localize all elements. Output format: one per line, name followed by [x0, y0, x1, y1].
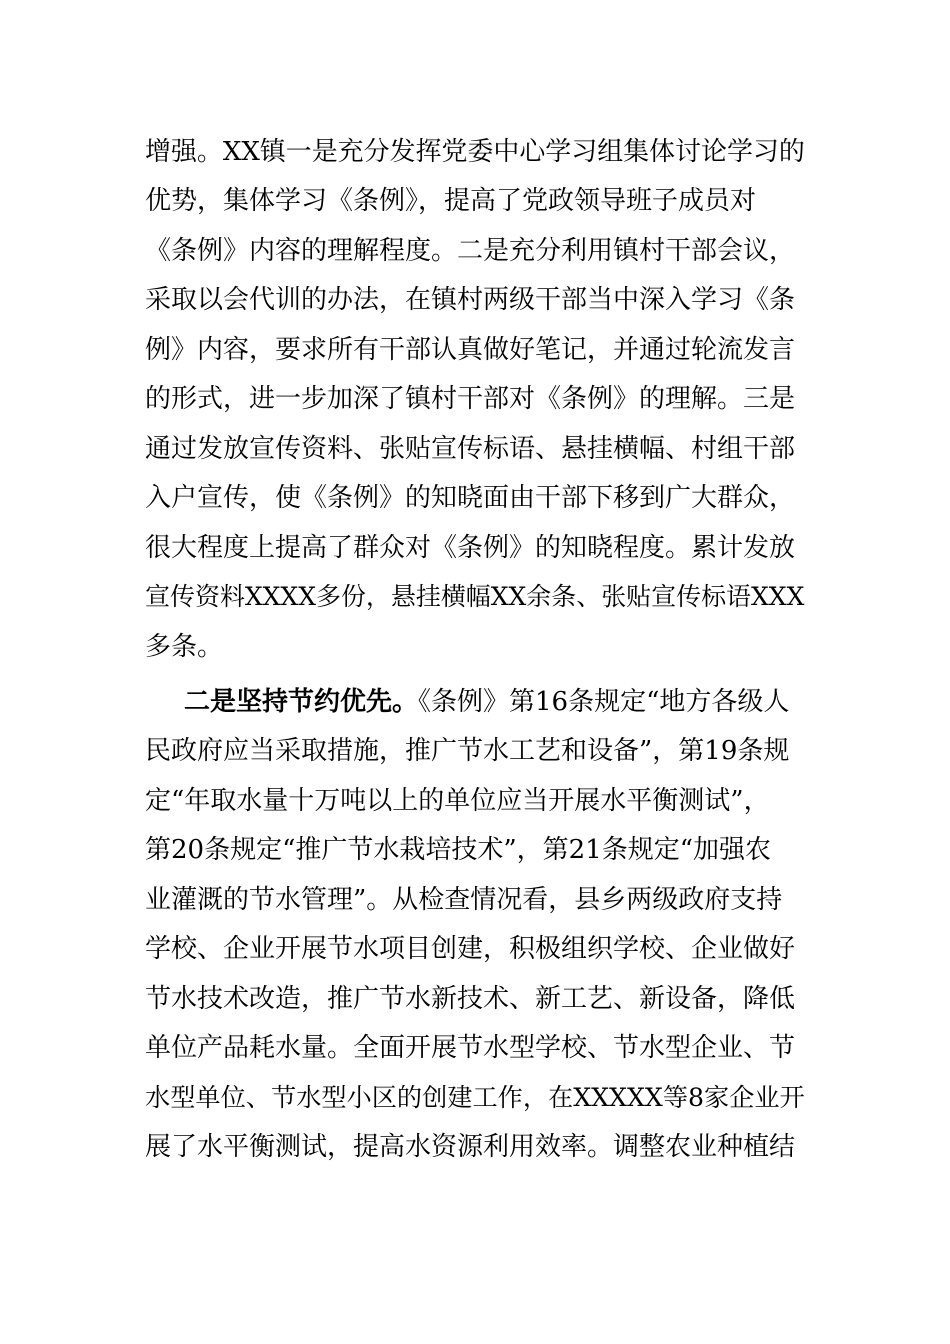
paragraph-1-line-8: 入户宣传，使《条例》的知晓面由干部下移到广大群众， [145, 483, 796, 513]
paragraph-2-line-6: 学校、企业开展节水项目创建，积极组织学校、企业做好 [145, 934, 796, 964]
paragraph-2-line-1-rest: 《条例》第16条规定“地方各级人 [418, 687, 790, 717]
paragraph-1-line-9: 很大程度上提高了群众对《条例》的知晓程度。累计发放 [145, 533, 796, 563]
paragraph-2-line-10: 展了水平衡测试，提高水资源利用效率。调整农业种植结 [145, 1132, 796, 1162]
paragraph-1-line-1: 增强。XX镇一是充分发挥党委中心学习组集体讨论学习的 [145, 137, 805, 167]
paragraph-1-line-11: 多条。 [145, 632, 224, 662]
paragraph-1-line-7: 通过发放宣传资料、张贴宣传标语、悬挂横幅、村组干部 [145, 434, 796, 464]
paragraph-2-line-2: 民政府应当采取措施，推广节水工艺和设备”，第19条规 [145, 736, 790, 766]
paragraph-2-line-8: 单位产品耗水量。全面开展节水型学校、节水型企业、节 [145, 1033, 796, 1063]
paragraph-1-line-10: 宣传资料XXXX多份，悬挂横幅XX余条、张贴宣传标语XXX [145, 582, 805, 611]
paragraph-1-line-4: 采取以会代训的办法，在镇村两级干部当中深入学习《条 [145, 285, 796, 315]
paragraph-1-line-6: 的形式，进一步加深了镇村干部对《条例》的理解。三是 [145, 384, 796, 414]
paragraph-2-line-5: 业灌溉的节水管理”。从检查情况看，县乡两级政府支持 [145, 885, 783, 915]
paragraph-2-line-9: 水型单位、节水型小区的创建工作，在XXXXX等8家企业开 [145, 1083, 805, 1112]
paragraph-1-line-5: 例》内容，要求所有干部认真做好笔记，并通过轮流发言 [145, 335, 796, 365]
paragraph-2-line-3: 定“年取水量十万吨以上的单位应当开展水平衡测试”， [145, 786, 770, 816]
paragraph-2-line-1 [184, 685, 789, 719]
paragraph-2-lead: 二是坚持节约优先。 [184, 687, 419, 717]
paragraph-1-line-2: 优势，集体学习《条例》，提高了党政领导班子成员对 [145, 186, 757, 216]
paragraph-1-line-3: 《条例》内容的理解程度。二是充分利用镇村干部会议， [145, 236, 796, 266]
paragraph-2-line-4: 第20条规定“推广节水栽培技术”，第21条规定“加强农 [145, 835, 772, 865]
paragraph-2-line-7: 节水技术改造，推广节水新技术、新工艺、新设备，降低 [145, 984, 796, 1014]
